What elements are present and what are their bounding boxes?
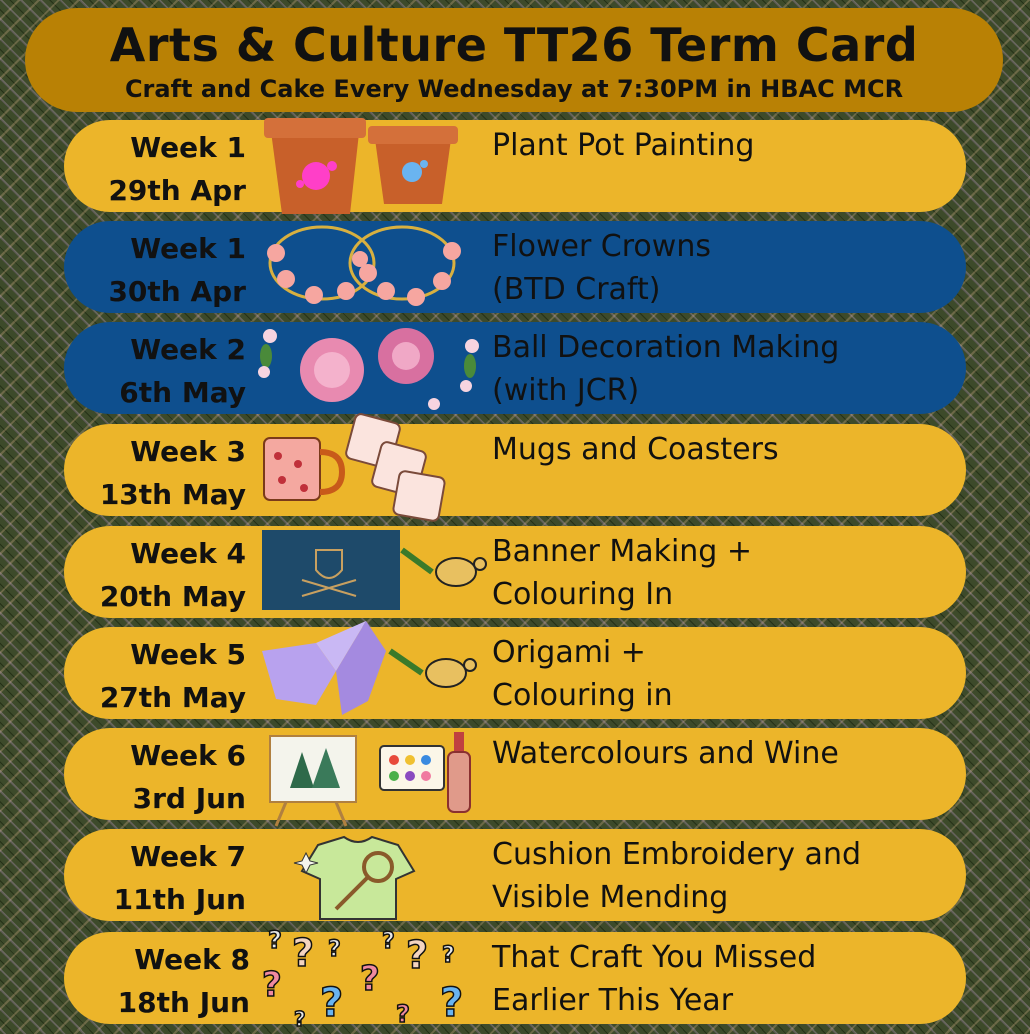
event-row-8 (64, 829, 966, 921)
event-line-1: Origami + (492, 635, 646, 670)
event-row-5 (64, 526, 966, 618)
event-date (114, 835, 246, 921)
week-label: Week 1 (130, 232, 246, 265)
date-label: 27th May (99, 681, 246, 714)
date-label: 11th Jun (113, 883, 246, 916)
date-label: 18th Jun (117, 986, 250, 1019)
plant-pots-icon (256, 114, 486, 218)
embroidery-shirt-icon (256, 823, 486, 927)
event-line-1: Ball Decoration Making (492, 330, 840, 365)
event-row-9 (64, 926, 966, 1031)
event-date (119, 328, 246, 414)
event-date (100, 430, 246, 516)
week-label: Week 2 (130, 333, 246, 366)
week-label: Week 7 (130, 840, 246, 873)
event-line-1: That Craft You Missed (492, 940, 817, 975)
event-line-1: Banner Making + (492, 534, 753, 569)
event-title (492, 225, 711, 311)
event-title (492, 326, 839, 412)
week-label: Week 6 (130, 739, 246, 772)
event-date (108, 126, 246, 212)
date-label: 6th May (119, 376, 246, 409)
event-title (492, 833, 861, 919)
event-line-1: Flower Crowns (492, 229, 711, 264)
event-line-2: Visible Mending (492, 880, 729, 915)
svg-text:?: ? (292, 931, 315, 975)
svg-text:?: ? (406, 933, 429, 977)
event-line-2: (with JCR) (492, 373, 640, 408)
event-line-2: Earlier This Year (492, 983, 734, 1018)
event-title (492, 428, 779, 471)
svg-text:?: ? (294, 1007, 306, 1031)
event-title (492, 631, 673, 717)
watercolour-wine-icon (256, 722, 486, 826)
date-label: 30th Apr (108, 275, 246, 308)
svg-text:?: ? (360, 959, 380, 999)
event-row-3 (64, 322, 966, 414)
svg-text:?: ? (442, 943, 455, 968)
term-card-header (25, 8, 1003, 112)
event-line-1: Plant Pot Painting (492, 128, 755, 163)
event-title (492, 732, 839, 775)
week-label: Week 3 (130, 435, 246, 468)
event-title (492, 936, 816, 1022)
svg-text:?: ? (262, 965, 282, 1005)
event-row-1 (64, 120, 966, 212)
event-row-4 (64, 424, 966, 516)
peony-flowers-icon (256, 316, 486, 420)
svg-text:?: ? (268, 926, 282, 954)
mug-coasters-icon (256, 418, 486, 522)
date-label: 20th May (99, 580, 246, 613)
event-title (492, 530, 752, 616)
flower-crown-icon (256, 215, 486, 319)
svg-text:?: ? (328, 937, 341, 962)
date-label: 29th Apr (108, 174, 246, 207)
week-label: Week 4 (130, 537, 246, 570)
svg-text:?: ? (396, 1000, 410, 1028)
week-label: Week 5 (130, 638, 246, 671)
question-marks-icon (256, 926, 486, 1030)
event-date (130, 734, 246, 820)
week-label: Week 1 (130, 131, 246, 164)
event-date (100, 532, 246, 618)
event-row-7 (64, 728, 966, 820)
event-title (492, 124, 754, 167)
event-date (100, 633, 246, 719)
event-date (108, 227, 246, 313)
event-line-2: Colouring in (492, 678, 673, 713)
event-row-6 (64, 627, 966, 719)
svg-text:?: ? (440, 980, 464, 1026)
svg-text:?: ? (320, 980, 344, 1026)
event-line-1: Watercolours and Wine (492, 736, 839, 771)
banner-turtle-icon (256, 520, 486, 624)
event-line-1: Mugs and Coasters (492, 432, 779, 467)
svg-text:?: ? (382, 929, 395, 954)
event-date (118, 938, 250, 1024)
week-label: Week 8 (134, 943, 250, 976)
date-label: 13th May (99, 478, 246, 511)
page-title: Arts & Culture TT26 Term Card (109, 18, 919, 72)
origami-turtle-icon (256, 621, 486, 725)
page-subtitle: Craft and Cake Every Wednesday at 7:30PM in HBAC MCR (124, 75, 904, 103)
event-row-2 (64, 221, 966, 313)
event-line-2: (BTD Craft) (492, 272, 661, 307)
event-line-2: Colouring In (492, 577, 674, 612)
date-label: 3rd Jun (132, 782, 246, 815)
event-line-1: Cushion Embroidery and (492, 837, 861, 872)
